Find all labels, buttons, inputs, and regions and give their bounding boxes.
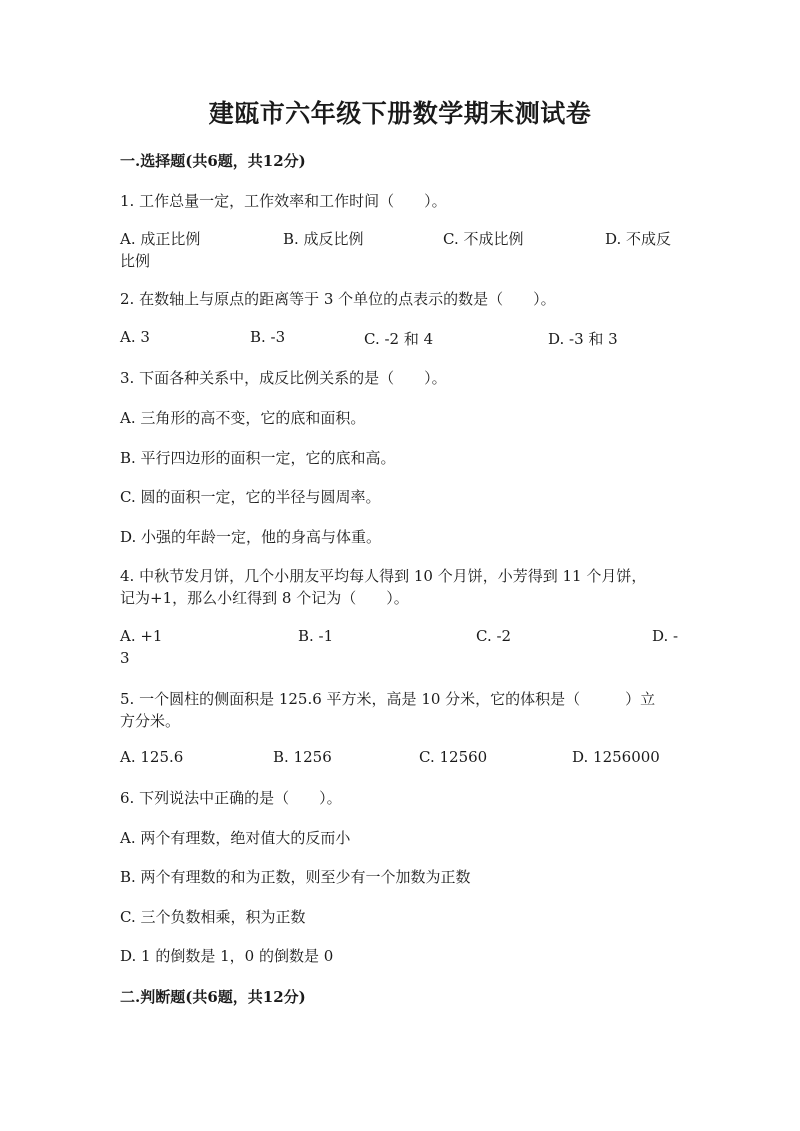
question-6-option-c: C. 三个负数相乘，积为正数 xyxy=(120,908,306,926)
question-2-option-a: A. 3 xyxy=(120,328,150,346)
question-3-option-c: C. 圆的面积一定，它的半径与圆周率。 xyxy=(120,488,381,506)
question-2-option-b: B. -3 xyxy=(250,328,286,346)
question-4-option-d-wrap: 3 xyxy=(120,649,130,667)
question-3-option-b: B. 平行四边形的面积一定，它的底和高。 xyxy=(120,449,396,467)
question-3-stem: 3. 下面各种关系中，成反比例关系的是（ ）。 xyxy=(120,369,447,387)
question-6-stem: 6. 下列说法中正确的是（ ）。 xyxy=(120,789,342,807)
section-heading-choice: 一.选择题(共6题，共12分) xyxy=(120,152,306,170)
question-5-option-c: C. 12560 xyxy=(419,748,488,766)
question-4-option-b: B. -1 xyxy=(298,627,334,645)
question-1-option-a: A. 成正比例 xyxy=(120,230,201,248)
question-4-option-a: A. +1 xyxy=(120,627,163,645)
section-heading-judgment: 二.判断题(共6题，共12分) xyxy=(120,988,306,1006)
question-1-option-c: C. 不成比例 xyxy=(443,230,524,248)
question-4-option-c: C. -2 xyxy=(476,627,512,645)
question-4-option-d: D. - xyxy=(652,627,679,645)
question-5-option-b: B. 1256 xyxy=(273,748,332,766)
question-3-option-d: D. 小强的年龄一定，他的身高与体重。 xyxy=(120,528,382,546)
question-2-option-d: D. -3 和 3 xyxy=(548,330,618,348)
question-6-option-b: B. 两个有理数的和为正数，则至少有一个加数为正数 xyxy=(120,868,471,886)
question-1-option-d-wrap: 比例 xyxy=(120,252,151,270)
question-6-option-d: D. 1 的倒数是 1，0 的倒数是 0 xyxy=(120,947,334,965)
question-2-stem: 2. 在数轴上与原点的距离等于 3 个单位的点表示的数是（ ）。 xyxy=(120,290,556,308)
page-title: 建瓯市六年级下册数学期末测试卷 xyxy=(208,99,592,128)
question-1-stem: 1. 工作总量一定，工作效率和工作时间（ ）。 xyxy=(120,192,447,210)
question-1-option-b: B. 成反比例 xyxy=(283,230,364,248)
question-4-stem-line-2: 记为+1，那么小红得到 8 个记为（ ）。 xyxy=(120,589,409,607)
question-3-option-a: A. 三角形的高不变，它的底和面积。 xyxy=(120,409,366,427)
question-2-option-c: C. -2 和 4 xyxy=(364,330,434,348)
question-5-stem-line-1: 5. 一个圆柱的侧面积是 125.6 平方米，高是 10 分米，它的体积是（ ）立 xyxy=(120,690,656,708)
question-5-option-d: D. 1256000 xyxy=(572,748,660,766)
question-6-option-a: A. 两个有理数，绝对值大的反而小 xyxy=(120,829,351,847)
question-5-option-a: A. 125.6 xyxy=(120,748,184,766)
question-5-stem-line-2: 方分米。 xyxy=(120,712,181,730)
question-4-stem-line-1: 4. 中秋节发月饼，几个小朋友平均每人得到 10 个月饼，小芳得到 11 个月饼， xyxy=(120,567,647,585)
question-1-option-d: D. 不成反 xyxy=(605,230,672,248)
